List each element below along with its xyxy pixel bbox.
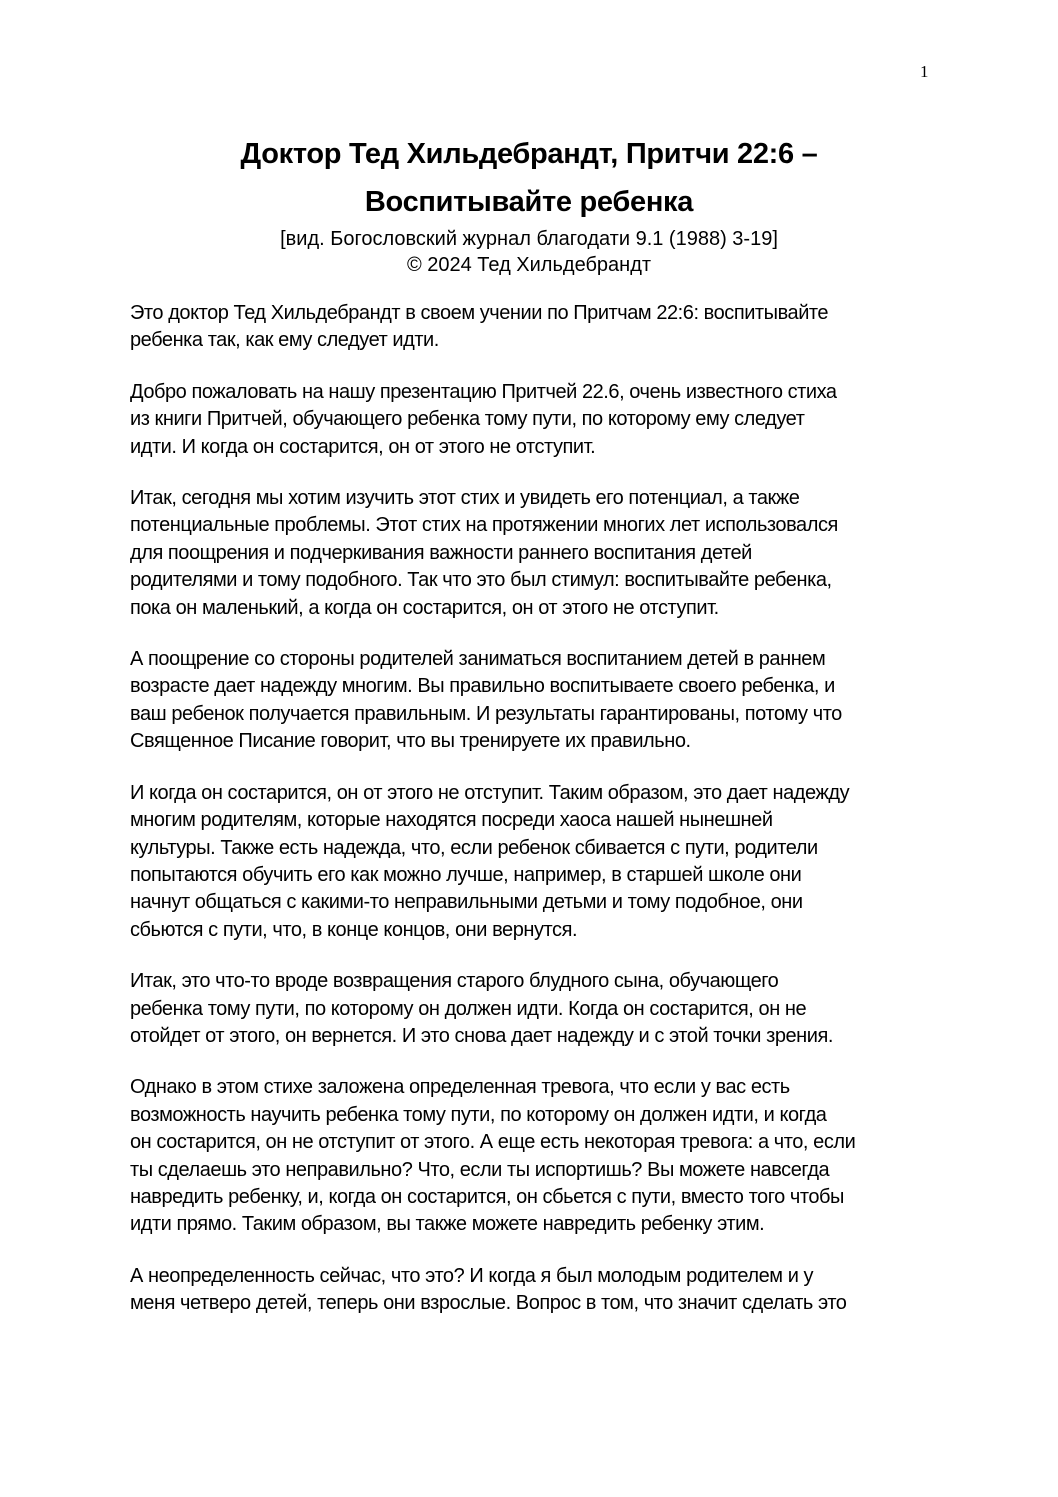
paragraph-2: [130, 379, 950, 461]
copyright: © 2024 Тед Хильдебрандт: [406, 254, 652, 276]
text-line: многим родителям, которые находятся посреди хаоса нашей нынешней: [130, 809, 773, 832]
paragraph-5: [130, 780, 950, 944]
paragraph-4: [130, 646, 950, 756]
text-line: родителями и тому подобного. Так что это был стимул: воспитывайте ребенка,: [130, 569, 832, 592]
text-line: Итак, это что-то вроде возвращения старого блудного сына, обучающего: [130, 970, 779, 993]
text-line: отойдет от этого, он вернется. И это снова дает надежду и с этой точки зрения.: [130, 1024, 833, 1047]
citation: [вид. Богословский журнал благодати 9.1 (1988) 3-19]: [280, 228, 778, 250]
document-title: [0, 130, 1058, 226]
text-line: возможность научить ребенка тому пути, по которому он должен идти, и когда: [130, 1103, 827, 1126]
text-line: пока он маленький, а когда он состарится, он от этого не отступит.: [130, 596, 719, 619]
text-line: И когда он состарится, он от этого не отступит. Таким образом, это дает надежду: [130, 781, 850, 804]
text-line: из книги Притчей, обучающего ребенка тому пути, по которому ему следует: [130, 408, 805, 431]
paragraph-3: [130, 485, 950, 622]
text-line: Священное Писание говорит, что вы тренируете их правильно.: [130, 730, 691, 753]
text-line: меня четверо детей, теперь они взрослые. Вопрос в том, что значит сделать это: [130, 1292, 847, 1315]
title-line-1: Доктор Тед Хильдебрандт, Притчи 22:6 –: [240, 138, 818, 170]
paragraph-1: [130, 300, 950, 355]
text-line: ты сделаешь это неправильно? Что, если ты испортишь? Вы можете навсегда: [130, 1158, 830, 1181]
text-line: он состарится, он не отступит от этого. А еще есть некоторая тревога: а что, если: [130, 1131, 856, 1154]
text-line: Добро пожаловать на нашу презентацию Притчей 22.6, очень известного стиха: [130, 380, 837, 403]
text-line: идти прямо. Таким образом, вы также можете навредить ребенку этим.: [130, 1213, 765, 1236]
paragraph-7: [130, 1074, 950, 1238]
text-line: для поощрения и подчеркивания важности раннего воспитания детей: [130, 541, 752, 564]
text-line: ребенка тому пути, по которому он должен идти. Когда он состарится, он не: [130, 997, 807, 1020]
paragraph-6: [130, 968, 950, 1050]
text-line: начнут общаться с какими-то неправильными детьми и тому подобное, они: [130, 891, 803, 914]
text-line: сбьются с пути, что, в конце концов, они вернутся.: [130, 918, 578, 941]
text-line: возрасте дает надежду многим. Вы правильно воспитываете своего ребенка, и: [130, 675, 835, 698]
text-line: культуры. Также есть надежда, что, если ребенок сбивается с пути, родители: [130, 836, 818, 859]
text-line: навредить ребенку, и, когда он состарится, он сбьется с пути, вместо того чтобы: [130, 1185, 844, 1208]
text-line: идти. И когда он состарится, он от этого не отступит.: [130, 435, 596, 458]
text-line: попытаются обучить его как можно лучше, например, в старшей школе они: [130, 863, 802, 886]
paragraph-8: [130, 1263, 950, 1318]
text-line: Итак, сегодня мы хотим изучить этот стих и увидеть его потенциал, а также: [130, 487, 800, 510]
text-line: потенциальные проблемы. Этот стих на протяжении многих лет использовался: [130, 514, 838, 537]
document-header: [0, 130, 1058, 278]
page-number: 1: [920, 62, 929, 81]
text-line: ребенка так, как ему следует идти.: [130, 329, 439, 352]
text-line: А поощрение со стороны родителей заниматься воспитанием детей в раннем: [130, 648, 826, 671]
text-line: А неопределенность сейчас, что это? И когда я был молодым родителем и у: [130, 1264, 814, 1287]
document-body: [130, 300, 950, 1342]
text-line: ваш ребенок получается правильным. И результаты гарантированы, потому что: [130, 702, 842, 725]
text-line: Однако в этом стихе заложена определенная тревога, что если у вас есть: [130, 1076, 790, 1099]
text-line: Это доктор Тед Хильдебрандт в своем учении по Притчам 22:6: воспитывайте: [130, 302, 829, 324]
title-line-2: Воспитывайте ребенка: [364, 186, 694, 218]
